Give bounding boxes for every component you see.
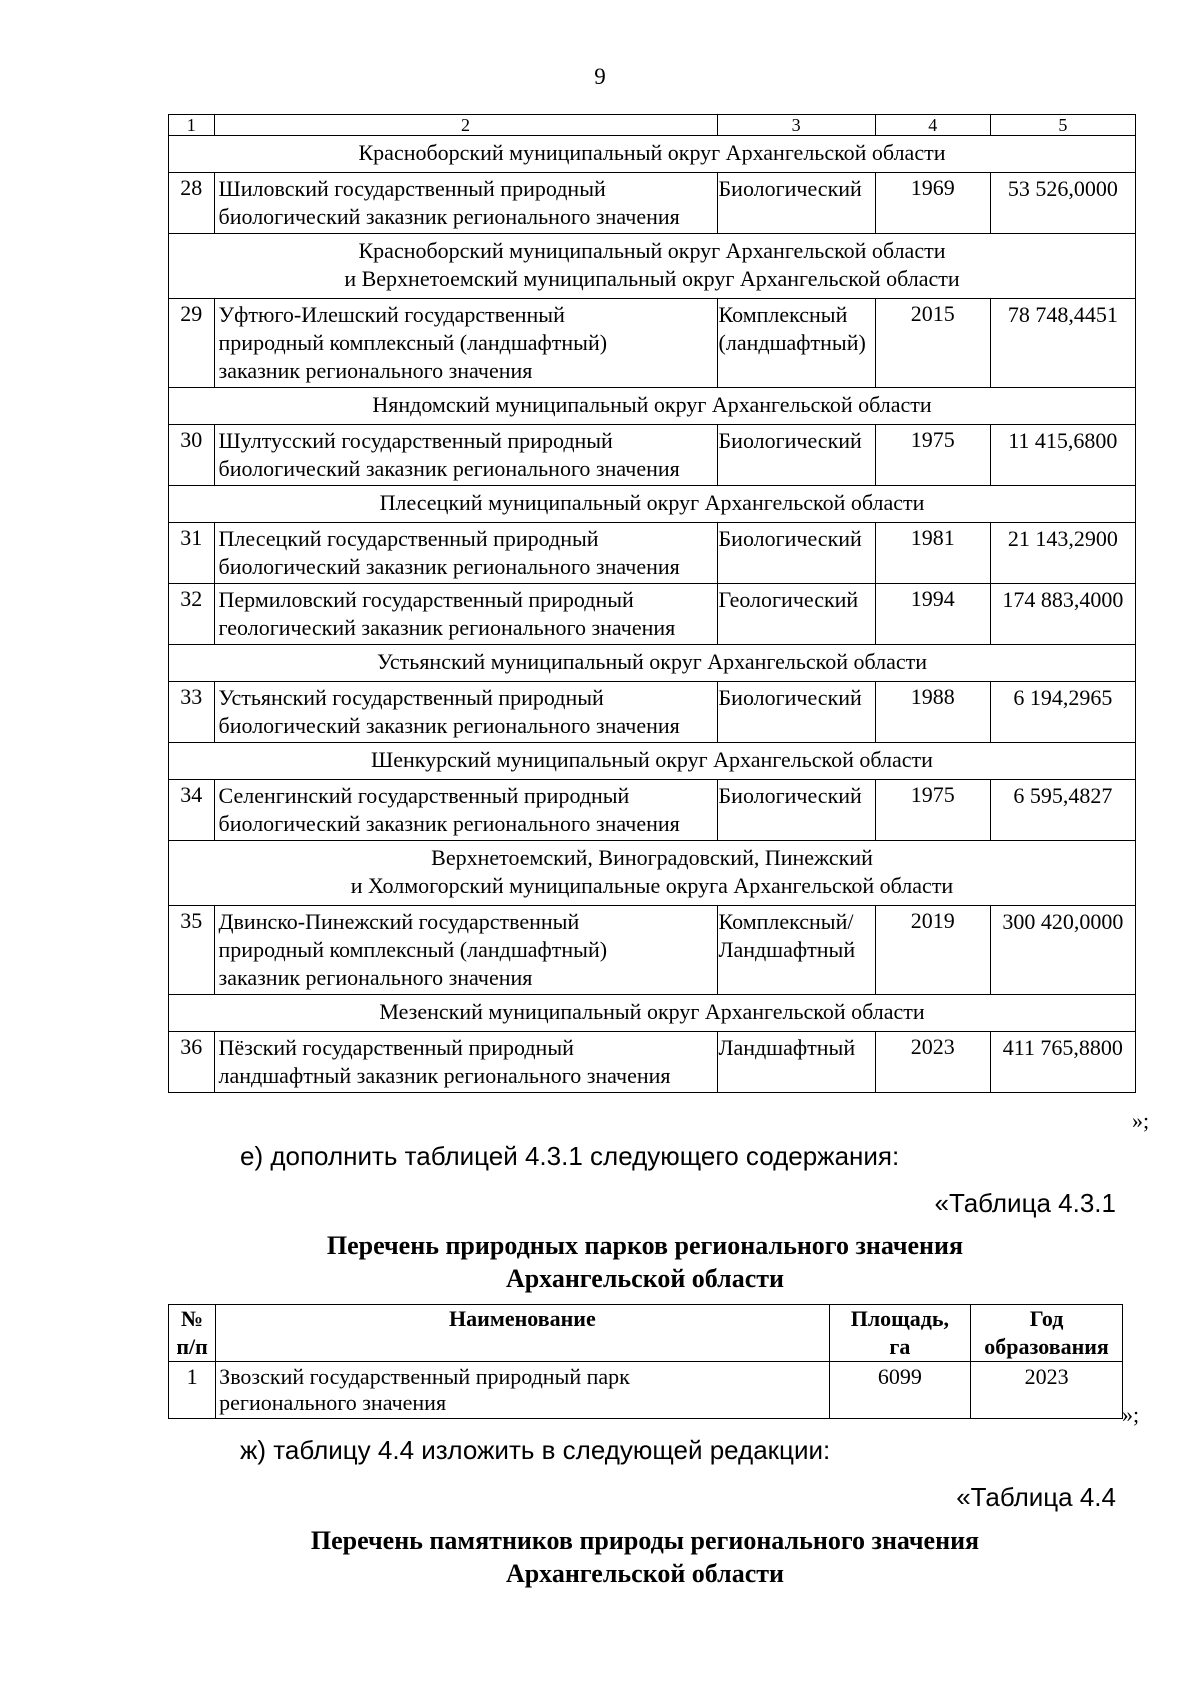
closing-quote-mark: »; — [1122, 1402, 1140, 1427]
park-year: 2023 — [971, 1362, 1123, 1419]
heading-parks — [0, 1229, 1200, 1295]
region-cell — [169, 645, 1136, 682]
reserve-year: 1994 — [875, 584, 990, 645]
table-row — [169, 425, 1136, 486]
name-line: Селенгинский государственный природный — [218, 783, 630, 808]
reserve-name — [214, 780, 717, 841]
region-line: Мезенский муниципальный округ Архангельской области — [379, 999, 925, 1024]
parks-table — [168, 1304, 1123, 1419]
type-line: Биологический — [718, 176, 862, 201]
table-row — [169, 906, 1136, 995]
row-number: 29 — [169, 299, 215, 388]
column-number: 1 — [169, 115, 215, 136]
reserve-type — [717, 299, 875, 388]
reserve-type — [717, 173, 875, 234]
table-row — [169, 523, 1136, 584]
reserve-year: 2019 — [875, 906, 990, 995]
region-row — [169, 841, 1136, 906]
type-line: Геологический — [718, 587, 859, 612]
region-row — [169, 234, 1136, 299]
heading-line: Архангельской области — [505, 1559, 785, 1588]
name-line: природный комплексный (ландшафтный) — [218, 937, 608, 962]
region-cell — [169, 136, 1136, 173]
region-line: и Холмогорский муниципальные округа Архангельской области — [350, 873, 954, 898]
name-line: заказник регионального значения — [218, 965, 533, 990]
reserve-type — [717, 584, 875, 645]
name-line: биологический заказник регионального значения — [218, 554, 680, 579]
name-line: биологический заказник регионального значения — [218, 713, 680, 738]
reserve-name — [214, 173, 717, 234]
reserve-year: 1975 — [875, 425, 990, 486]
region-cell — [169, 486, 1136, 523]
table-row — [169, 584, 1136, 645]
header-line: Площадь, — [850, 1306, 950, 1331]
paragraph-zh: ж) таблицу 4.4 изложить в следующей редакции: — [240, 1435, 831, 1465]
name-line: Устьянский государственный природный — [218, 685, 604, 710]
header-line: № — [181, 1306, 204, 1331]
header-area — [829, 1305, 971, 1362]
reserve-type — [717, 425, 875, 486]
name-line: Двинско-Пинежский государственный — [218, 909, 580, 934]
row-number: 30 — [169, 425, 215, 486]
reserve-name — [214, 523, 717, 584]
reserve-type — [717, 682, 875, 743]
heading-line: Архангельской области — [505, 1264, 785, 1293]
region-row — [169, 486, 1136, 523]
reserves-table-body — [169, 115, 1136, 1093]
park-name — [216, 1362, 829, 1419]
region-line: Устьянский муниципальный округ Архангельской области — [376, 649, 928, 674]
region-cell — [169, 234, 1136, 299]
reserve-type — [717, 906, 875, 995]
name-line: природный комплексный (ландшафтный) — [218, 330, 608, 355]
region-cell — [169, 743, 1136, 780]
table-row — [169, 682, 1136, 743]
type-line: Биологический — [718, 526, 862, 551]
name-line: Пермиловский государственный природный — [218, 587, 634, 612]
name-line: геологический заказник регионального значения — [218, 615, 676, 640]
row-number: 33 — [169, 682, 215, 743]
table-row — [169, 1362, 1123, 1419]
type-line: Биологический — [718, 783, 862, 808]
row-number: 35 — [169, 906, 215, 995]
region-line: Плесецкий муниципальный округ Архангельской области — [379, 490, 925, 515]
type-line: Комплексный — [718, 302, 848, 327]
table-label-4-3-1: «Таблица 4.3.1 — [934, 1188, 1116, 1218]
name-line: ландшафтный заказник регионального значения — [218, 1063, 671, 1088]
reserve-area: 6 194,2965 — [990, 682, 1135, 743]
name-line: заказник регионального значения — [218, 358, 533, 383]
name-line: биологический заказник регионального значения — [218, 456, 680, 481]
paragraph-e: е) дополнить таблицей 4.3.1 следующего содержания: — [240, 1141, 900, 1171]
region-line: Красноборский муниципальный округ Архангельской области — [358, 140, 946, 165]
reserve-area: 300 420,0000 — [990, 906, 1135, 995]
name-line: регионального значения — [219, 1390, 447, 1415]
header-line: п/п — [176, 1334, 208, 1359]
name-line: Пёзский государственный природный — [218, 1035, 574, 1060]
column-number: 3 — [717, 115, 875, 136]
reserve-type — [717, 1032, 875, 1093]
reserve-area: 78 748,4451 — [990, 299, 1135, 388]
reserve-type — [717, 780, 875, 841]
reserve-year: 1969 — [875, 173, 990, 234]
region-line: и Верхнетоемский муниципальный округ Архангельской области — [344, 266, 960, 291]
region-line: Верхнетоемский, Виноградовский, Пинежский — [431, 845, 873, 870]
row-number: 34 — [169, 780, 215, 841]
reserve-area: 53 526,0000 — [990, 173, 1135, 234]
region-row — [169, 743, 1136, 780]
type-line: Ландшафтный — [718, 937, 856, 962]
reserve-name — [214, 1032, 717, 1093]
reserve-name — [214, 425, 717, 486]
region-line: Няндомский муниципальный округ Архангельской области — [372, 392, 932, 417]
closing-quote-mark: »; — [1132, 1108, 1150, 1133]
table-row — [169, 1032, 1136, 1093]
reserves-table — [168, 114, 1136, 1093]
name-line: Шултусский государственный природный — [218, 428, 613, 453]
reserve-name — [214, 584, 717, 645]
region-row — [169, 136, 1136, 173]
row-number: 31 — [169, 523, 215, 584]
region-line: Красноборский муниципальный округ Архангельской области — [358, 238, 946, 263]
column-number: 5 — [990, 115, 1135, 136]
type-line: Ландшафтный — [718, 1035, 856, 1060]
reserve-year: 1988 — [875, 682, 990, 743]
region-cell — [169, 388, 1136, 425]
header-line: образования — [984, 1334, 1109, 1359]
row-number: 36 — [169, 1032, 215, 1093]
name-line: Плесецкий государственный природный — [218, 526, 599, 551]
reserve-name — [214, 299, 717, 388]
column-number: 4 — [875, 115, 990, 136]
region-row — [169, 388, 1136, 425]
reserve-area: 174 883,4000 — [990, 584, 1135, 645]
reserve-area: 6 595,4827 — [990, 780, 1135, 841]
row-number: 32 — [169, 584, 215, 645]
row-number: 1 — [169, 1362, 216, 1419]
header-line: Наименование — [449, 1306, 596, 1331]
name-line: биологический заказник регионального значения — [218, 204, 680, 229]
parks-header-row — [169, 1305, 1123, 1362]
type-line: (ландшафтный) — [718, 330, 866, 355]
name-line: Шиловский государственный природный — [218, 176, 606, 201]
region-row — [169, 645, 1136, 682]
table-label-4-4: «Таблица 4.4 — [956, 1482, 1116, 1512]
reserve-area: 21 143,2900 — [990, 523, 1135, 584]
header-num — [169, 1305, 216, 1362]
column-number-row — [169, 115, 1136, 136]
header-line: Год — [1029, 1306, 1064, 1331]
reserve-year: 1981 — [875, 523, 990, 584]
table-row — [169, 173, 1136, 234]
header-year — [971, 1305, 1123, 1362]
reserve-name — [214, 906, 717, 995]
heading-monuments — [0, 1524, 1200, 1590]
row-number: 28 — [169, 173, 215, 234]
type-line: Биологический — [718, 685, 862, 710]
region-line: Шенкурский муниципальный округ Архангельской области — [371, 747, 933, 772]
table-row — [169, 780, 1136, 841]
reserve-type — [717, 523, 875, 584]
table-row — [169, 299, 1136, 388]
heading-line: Перечень природных парков регионального значения — [326, 1231, 964, 1260]
heading-line: Перечень памятников природы регионального значения — [310, 1526, 980, 1555]
header-name — [216, 1305, 829, 1362]
name-line: биологический заказник регионального значения — [218, 811, 680, 836]
reserve-area: 11 415,6800 — [990, 425, 1135, 486]
reserve-name — [214, 682, 717, 743]
type-line: Комплексный/ — [718, 909, 854, 934]
column-number: 2 — [214, 115, 717, 136]
page-number: 9 — [594, 64, 606, 89]
region-cell — [169, 995, 1136, 1032]
reserve-year: 1975 — [875, 780, 990, 841]
header-line: га — [889, 1334, 911, 1359]
region-cell — [169, 841, 1136, 906]
reserve-year: 2023 — [875, 1032, 990, 1093]
name-line: Уфтюго-Илешский государственный — [218, 302, 565, 327]
type-line: Биологический — [718, 428, 862, 453]
name-line: Звозский государственный природный парк — [219, 1364, 630, 1389]
reserve-year: 2015 — [875, 299, 990, 388]
region-row — [169, 995, 1136, 1032]
reserve-area: 411 765,8800 — [990, 1032, 1135, 1093]
park-area: 6099 — [829, 1362, 971, 1419]
